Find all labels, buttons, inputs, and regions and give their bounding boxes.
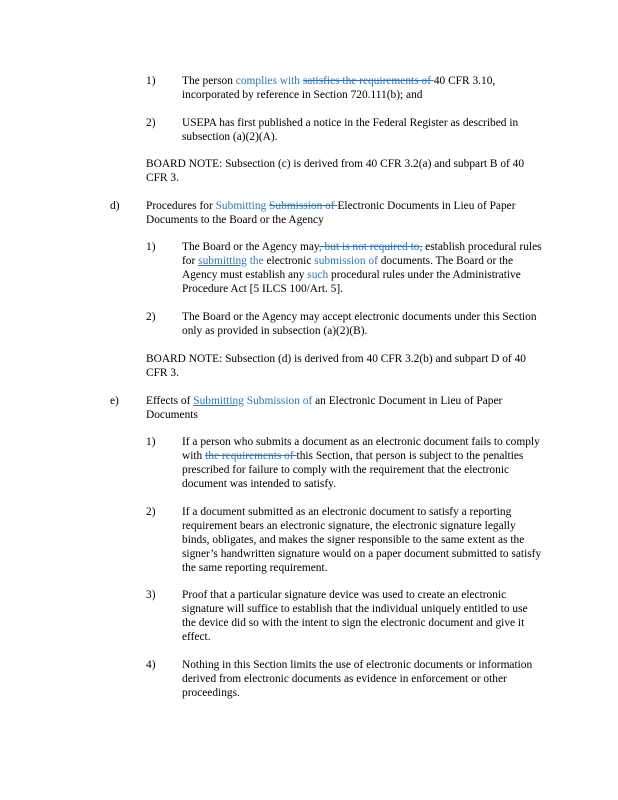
text-run: procedural rules under the Administrative Procedure Act [5 ILCS 100/Art. 5]. — [182, 269, 521, 296]
text-run: documents. The Board or the Agency must establish any — [182, 255, 514, 282]
board-note-d: BOARD NOTE: Subsection (d) is derived from 40 CFR 3.2(b) and subpart D of 40 CFR 3. — [146, 353, 526, 380]
item-number: e) — [110, 395, 119, 407]
item-number: 2) — [146, 117, 156, 129]
item-text — [182, 74, 544, 102]
item-text: The Board or the Agency may accept electronic documents under this Section only as provided in subsection (a)(2)(B). — [182, 311, 537, 338]
item-text — [182, 435, 544, 491]
text-run: establish procedural rules for — [182, 241, 542, 268]
text-run: If a person who submits a document as an electronic document fails to comply with — [182, 436, 540, 463]
item-number: d) — [110, 200, 120, 212]
inserted-text: submitting — [198, 255, 247, 268]
item-text: Proof that a particular signature device was used to create an electronic signature will suffice to establish that the individual uniquely entitled to use the device did so with the intent to sign the electronic document and give it effect. — [182, 589, 528, 644]
text-run: Electronic Documents in Lieu of Paper Documents to the Board or the Agency — [146, 200, 516, 227]
item-text: Nothing in this Section limits the use of electronic documents or information derived from electronic documents as evidence in enforcement or other proceedings. — [182, 659, 533, 700]
item-number: 1) — [146, 75, 156, 87]
inserted-text: Submitting — [193, 395, 244, 407]
inserted-text: submission of — [314, 255, 378, 268]
text-run: The Board or the Agency may — [182, 241, 319, 253]
item-number: 2) — [146, 506, 156, 518]
text-run: electronic — [263, 255, 315, 268]
item-number: 1) — [146, 436, 156, 448]
item-text: If a document submitted as an electronic document to satisfy a reporting requirement bears an electronic signature, the electronic signature legally binds, obligates, and makes the signer responsible to the same extent as the signer’s handwritten signature would on a paper document submitted to satisfy the same reporting requirement. — [182, 506, 542, 575]
text-run: an Electronic Document in Lieu of Paper Documents — [146, 395, 503, 422]
text-run: this Section, that person is subject to the penalties prescribed for failure to comply with the requirement that the electronic document was intended to satisfy. — [182, 450, 524, 491]
inserted-text: Submitting — [215, 200, 267, 212]
text-run: The person — [182, 75, 236, 87]
board-note-c: BOARD NOTE: Subsection (c) is derived from 40 CFR 3.2(a) and subpart B of 40 CFR 3. — [146, 158, 525, 185]
inserted-text: the — [249, 255, 264, 268]
item-text — [146, 394, 544, 422]
deleted-text: the requirements of — [205, 450, 297, 463]
item-number: 2) — [146, 311, 156, 323]
deleted-text: Submission of — [269, 200, 338, 212]
inserted-text: complies with — [235, 75, 301, 87]
text-run: Procedures for — [146, 200, 216, 212]
item-text — [182, 240, 544, 296]
item-number: 1) — [146, 241, 156, 253]
text-run: 40 CFR 3.10, incorporated by reference in Section 720.111(b); and — [182, 75, 496, 102]
deleted-text: satisfies the requirements of — [302, 75, 434, 87]
item-number: 3) — [146, 589, 156, 601]
item-number: 4) — [146, 659, 156, 671]
inserted-text: Submission of — [246, 395, 313, 407]
item-text — [146, 199, 544, 227]
deleted-text: , but is not required to, — [318, 241, 423, 253]
inserted-text: such — [307, 269, 329, 282]
text-run: Effects of — [146, 395, 194, 407]
item-text: USEPA has first published a notice in the Federal Register as described in subsection (a)(2)(A). — [182, 117, 519, 144]
